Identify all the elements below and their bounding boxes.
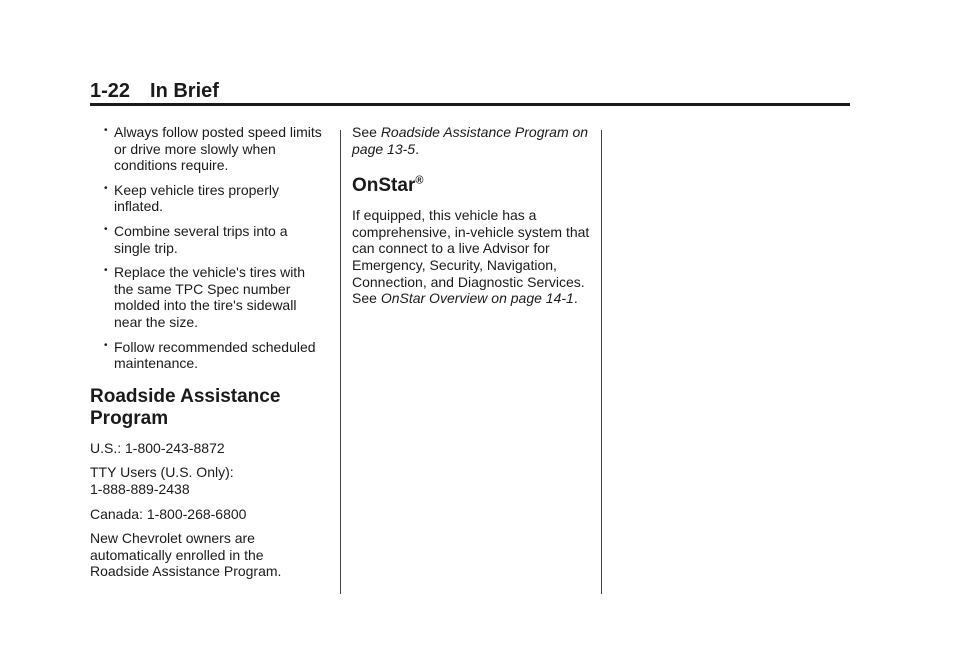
onstar-ref-suffix: .: [573, 290, 578, 307]
list-item: [90, 339, 326, 372]
bullet-glyph: •: [104, 265, 108, 277]
see-suffix: .: [415, 140, 419, 157]
onstar-title: [352, 175, 590, 197]
roadside-us-phone: U.S.: 1-800-243-8872: [90, 439, 225, 456]
list-item: [90, 182, 326, 215]
roadside-tty-label: TTY Users (U.S. Only):: [90, 464, 234, 481]
column-2: [352, 124, 590, 315]
roadside-title: Roadside Assistance Program: [90, 385, 281, 429]
list-item-text: Follow recommended scheduled maintenance.: [114, 338, 316, 372]
column-divider-2: [601, 130, 602, 594]
list-item-text: Keep vehicle tires properly inflated.: [114, 181, 279, 215]
column-divider-1: [340, 130, 341, 594]
list-item: [90, 264, 326, 330]
bullet-glyph: •: [104, 182, 108, 194]
roadside-owners-text: New Chevrolet owners are automatically enrolled in the Roadside Assistance Program.: [90, 530, 282, 580]
list-item-text: Combine several trips into a single trip.: [114, 222, 288, 256]
list-item: [90, 124, 326, 174]
see-prefix: See: [352, 124, 381, 140]
onstar-body: [352, 207, 590, 307]
bullet-glyph: •: [104, 223, 108, 235]
section-name: In Brief: [150, 80, 219, 102]
bullet-glyph: •: [104, 339, 108, 351]
roadside-see-reference: [352, 124, 590, 157]
bullet-glyph: •: [104, 125, 108, 136]
column-1: [90, 124, 326, 588]
onstar-page-link[interactable]: OnStar Overview on page 14-1: [380, 290, 574, 307]
onstar-body-text: If equipped, this vehicle has a comprehensive, in-vehicle system that can connect to a live Advisor for Emergency, Security, Navigation, Connection, and Diagnostic Services. See: [352, 207, 590, 307]
list-item-text: Replace the vehicle's tires with the same TPC Spec number molded into the tire's sidewall near the size.: [114, 264, 305, 330]
roadside-tty: [90, 464, 326, 497]
roadside-page-link[interactable]: Roadside Assistance Program on page 13-5: [352, 124, 589, 157]
registered-mark: ®: [415, 174, 424, 187]
page-number: 1-22: [90, 80, 131, 102]
list-item: [90, 223, 326, 256]
list-item-text: Always follow posted speed limits or drive more slowly when conditions require.: [114, 124, 322, 174]
roadside-tty-number: 1-888-889-2438: [90, 480, 190, 497]
header-rule: [90, 103, 850, 106]
fuel-tips-list: [90, 124, 326, 372]
roadside-canada-phone: Canada: 1-800-268-6800: [90, 505, 247, 522]
onstar-title-text: OnStar: [352, 175, 416, 197]
